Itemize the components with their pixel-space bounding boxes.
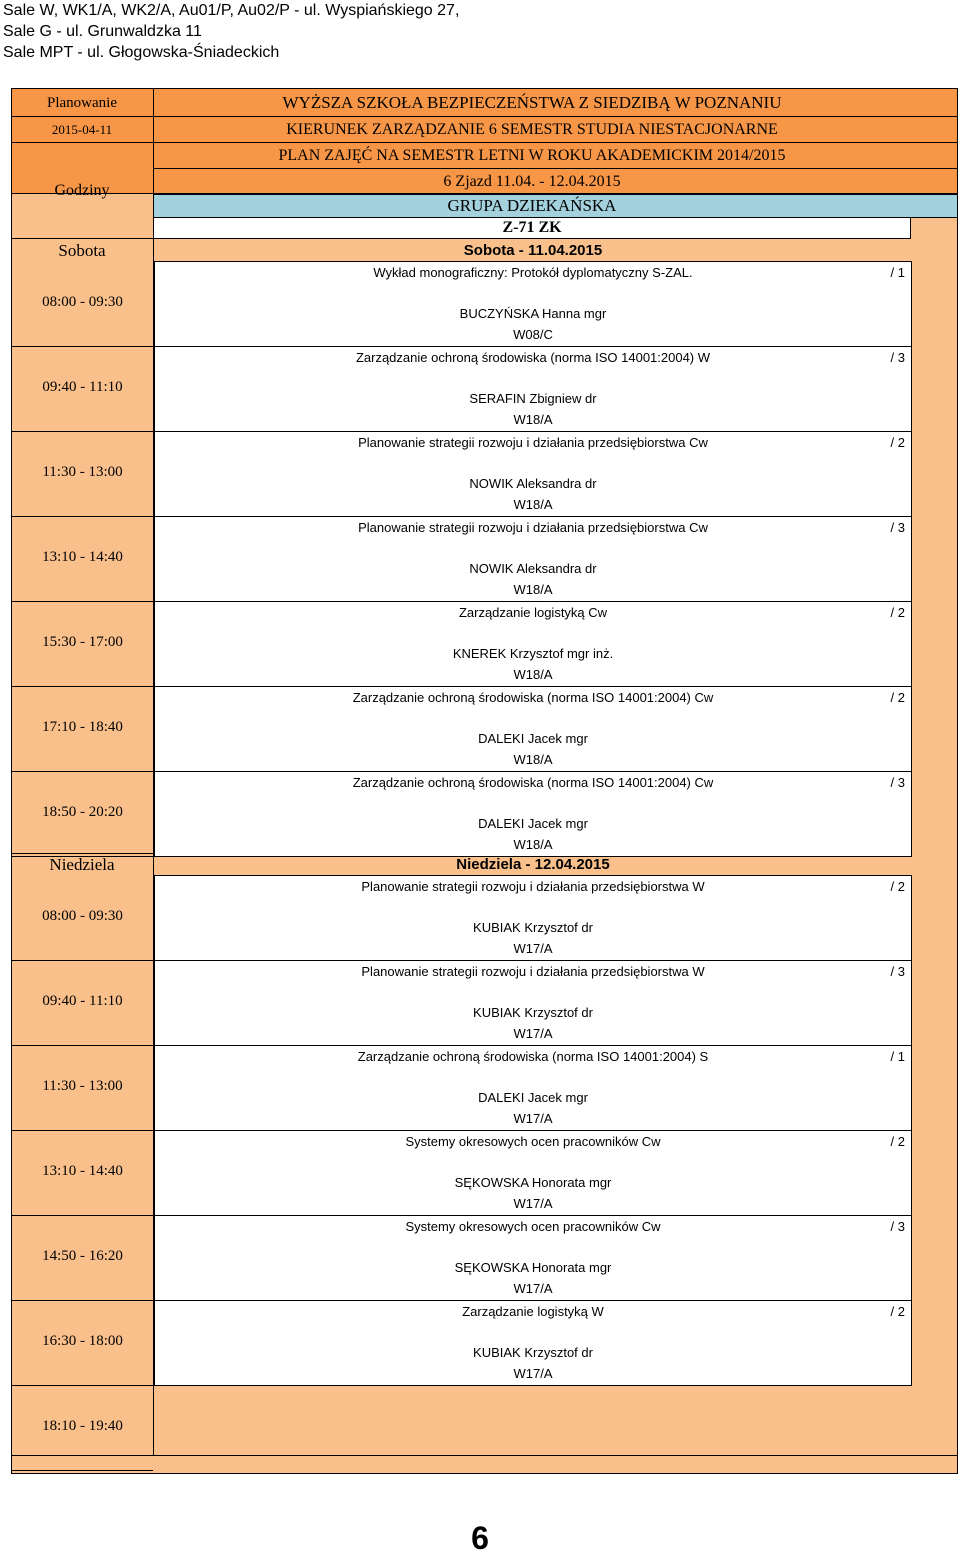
- time-slot: 11:30 - 13:00: [42, 1078, 123, 1094]
- lecture-group: / 2: [890, 879, 905, 894]
- lecture-teacher: NOWIK Aleksandra dr: [469, 561, 597, 576]
- lecture-group: / 3: [890, 350, 905, 365]
- lecture-group: / 2: [890, 435, 905, 450]
- group-code: Z-71 ZK: [502, 219, 562, 236]
- lecture-cell[interactable]: [154, 1300, 912, 1386]
- day-label-niedziela: Niedziela: [49, 854, 115, 874]
- page-number: 6: [471, 1520, 489, 1556]
- lecture-teacher: SĘKOWSKA Honorata mgr: [454, 1260, 612, 1275]
- plan-date: 2015-04-11: [51, 121, 113, 137]
- lecture-group: / 2: [890, 690, 905, 705]
- time-slot: 13:10 - 14:40: [42, 1163, 123, 1179]
- lecture-subject: Planowanie strategii rozwoju i działania przedsiębiorstwa W: [361, 964, 705, 979]
- lecture-teacher: DALEKI Jacek mgr: [478, 1090, 588, 1105]
- lecture-cell[interactable]: [154, 1045, 912, 1131]
- lecture-teacher: BUCZYŃSKA Hanna mgr: [459, 306, 607, 321]
- lecture-group: / 1: [890, 1049, 905, 1064]
- lecture-group: / 1: [890, 265, 905, 280]
- lecture-group: / 2: [890, 1134, 905, 1149]
- lecture-cell[interactable]: [154, 346, 912, 432]
- lecture-subject: Zarządzanie ochroną środowiska (norma ISO 14001:2004) W: [355, 350, 711, 365]
- lecture-teacher: KUBIAK Krzysztof dr: [473, 1005, 593, 1020]
- time-slot: 18:50 - 20:20: [42, 804, 123, 820]
- address-line-1: Sale W, WK1/A, WK2/A, Au01/P, Au02/P - ul. Wyspiańskiego 27,: [3, 2, 460, 19]
- lecture-room: W18/A: [513, 497, 553, 512]
- lecture-room: W17/A: [513, 1111, 553, 1126]
- lecture-subject: Systemy okresowych ocen pracowników Cw: [405, 1219, 661, 1234]
- lecture-cell[interactable]: [154, 261, 912, 347]
- lecture-teacher: NOWIK Aleksandra dr: [469, 476, 597, 491]
- lecture-cell[interactable]: [154, 431, 912, 517]
- planowanie-label: Planowanie: [47, 94, 117, 111]
- kierunek-line: KIERUNEK ZARZĄDZANIE 6 SEMESTR STUDIA NIESTACJONARNE: [286, 120, 778, 138]
- lecture-subject: Planowanie strategii rozwoju i działania przedsiębiorstwa W: [361, 879, 705, 894]
- lecture-cell[interactable]: [154, 1130, 912, 1216]
- address-line-3: Sale MPT - ul. Głogowska-Śniadeckich: [3, 44, 280, 61]
- lecture-cell[interactable]: [154, 875, 912, 961]
- lecture-subject: Zarządzanie logistyką W: [462, 1304, 604, 1319]
- lecture-group: / 2: [890, 1304, 905, 1319]
- plan-line: PLAN ZAJĘĆ NA SEMESTR LETNI W ROKU AKADEMICKIM 2014/2015: [278, 146, 786, 164]
- lecture-teacher: DALEKI Jacek mgr: [478, 731, 588, 746]
- school-name: WYŻSZA SZKOŁA BEZPIECZEŃSTWA Z SIEDZIBĄ W POZNANIU: [282, 93, 782, 112]
- lecture-teacher: SERAFIN Zbigniew dr: [469, 391, 597, 406]
- time-slot: 17:10 - 18:40: [42, 719, 123, 735]
- lecture-subject: Zarządzanie ochroną środowiska (norma ISO 14001:2004) Cw: [352, 775, 714, 790]
- lecture-room: W17/A: [513, 1281, 553, 1296]
- lecture-room: W18/A: [513, 752, 553, 767]
- lecture-subject: Planowanie strategii rozwoju i działania przedsiębiorstwa Cw: [358, 520, 708, 535]
- lecture-cell[interactable]: [154, 601, 912, 687]
- lecture-subject: Systemy okresowych ocen pracowników Cw: [405, 1134, 661, 1149]
- lecture-room: W18/A: [513, 837, 553, 852]
- lecture-group: / 2: [890, 605, 905, 620]
- time-slot: 08:00 - 09:30: [42, 294, 123, 310]
- day-title-sobota: Sobota - 11.04.2015: [463, 242, 603, 259]
- godziny-label: Godziny: [54, 181, 110, 199]
- lecture-room: W18/A: [513, 667, 553, 682]
- lecture-room: W17/A: [513, 1026, 553, 1041]
- lecture-room: W18/A: [513, 582, 553, 597]
- lecture-cell[interactable]: [154, 516, 912, 602]
- lecture-room: W17/A: [513, 941, 553, 956]
- time-slot: 11:30 - 13:00: [42, 464, 123, 480]
- lecture-subject: Planowanie strategii rozwoju i działania przedsiębiorstwa Cw: [358, 435, 708, 450]
- lecture-group: / 3: [890, 1219, 905, 1234]
- lecture-room: W18/A: [513, 412, 553, 427]
- lecture-teacher: KUBIAK Krzysztof dr: [473, 1345, 593, 1360]
- time-slot: 13:10 - 14:40: [42, 549, 123, 565]
- lecture-subject: Zarządzanie ochroną środowiska (norma ISO 14001:2004) S: [357, 1049, 709, 1064]
- lecture-group: / 3: [890, 964, 905, 979]
- day-title-niedziela: Niedziela - 12.04.2015: [456, 856, 610, 873]
- lecture-teacher: KUBIAK Krzysztof dr: [473, 920, 593, 935]
- address-line-2: Sale G - ul. Grunwaldzka 11: [3, 23, 202, 40]
- time-slot: 18:10 - 19:40: [42, 1418, 123, 1434]
- lecture-cell[interactable]: [154, 771, 912, 857]
- lecture-subject: Zarządzanie logistyką Cw: [458, 605, 608, 620]
- time-slot: 08:00 - 09:30: [42, 908, 123, 924]
- group-title: GRUPA DZIEKAŃSKA: [447, 196, 617, 215]
- lecture-subject: Wykład monograficzny: Protokół dyplomatyczny S-ZAL.: [373, 265, 693, 280]
- time-slot: 15:30 - 17:00: [42, 634, 123, 650]
- lecture-teacher: DALEKI Jacek mgr: [478, 816, 588, 831]
- lecture-room: W17/A: [513, 1196, 553, 1211]
- day-label-sobota: Sobota: [58, 240, 106, 260]
- lecture-room: W17/A: [513, 1366, 553, 1381]
- lecture-group: / 3: [890, 775, 905, 790]
- lecture-subject: Zarządzanie ochroną środowiska (norma ISO 14001:2004) Cw: [352, 690, 714, 705]
- lecture-cell[interactable]: [154, 1215, 912, 1301]
- lecture-cell[interactable]: [154, 960, 912, 1046]
- time-slot: 14:50 - 16:20: [42, 1248, 123, 1264]
- time-slot: 09:40 - 11:10: [42, 993, 123, 1009]
- lecture-room: W08/C: [513, 327, 553, 342]
- lecture-group: / 3: [890, 520, 905, 535]
- time-slot: 09:40 - 11:10: [42, 379, 123, 395]
- zjazd-line: 6 Zjazd 11.04. - 12.04.2015: [443, 172, 621, 190]
- lecture-teacher: KNEREK Krzysztof mgr inż.: [452, 646, 614, 661]
- lecture-teacher: SĘKOWSKA Honorata mgr: [454, 1175, 612, 1190]
- lecture-cell[interactable]: [154, 686, 912, 772]
- time-slot: 16:30 - 18:00: [42, 1333, 123, 1349]
- address-block: [3, 0, 459, 63]
